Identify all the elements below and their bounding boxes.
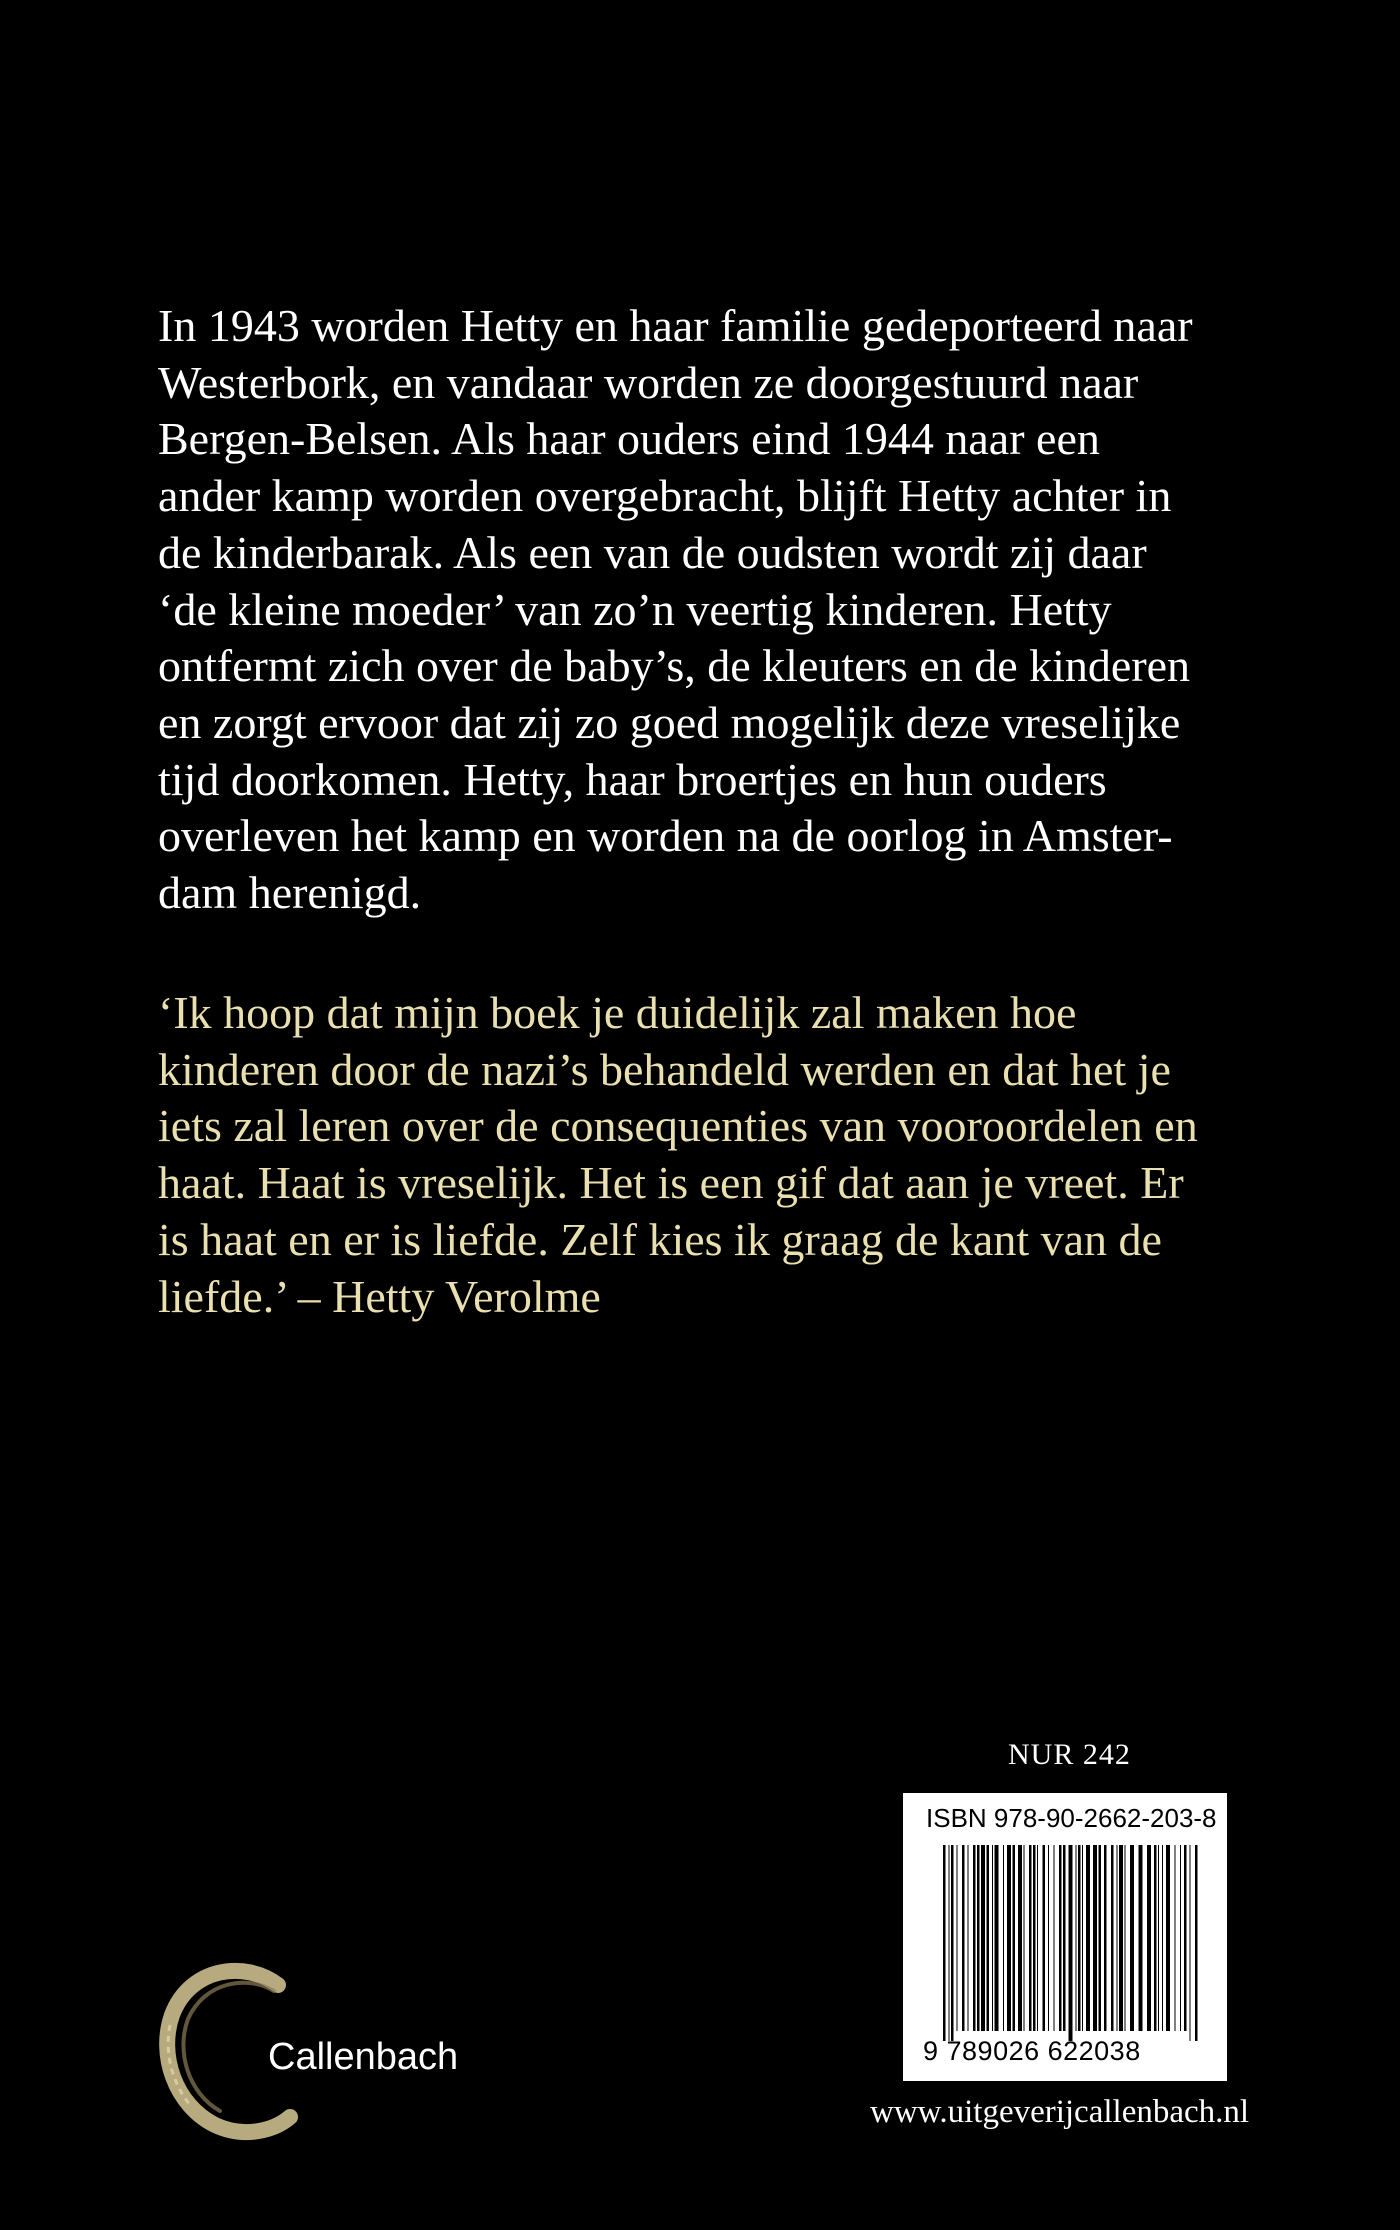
barcode-bar xyxy=(1082,1845,1083,2031)
barcode-bar xyxy=(1078,1845,1081,2031)
publisher-name: Callenbach xyxy=(268,2036,459,2078)
barcode-bar xyxy=(973,1845,976,2031)
barcode-bar xyxy=(1063,1845,1066,2031)
barcode-bar xyxy=(1158,1845,1159,2031)
barcode-bar xyxy=(995,1845,999,2031)
barcode-bar xyxy=(1184,1845,1187,2031)
barcode-bar xyxy=(1166,1845,1170,2031)
blurb-text: In 1943 worden Hetty en haar familie gedeporteerd naar Westerbork, en vandaar worden ze doorgestuurd naar Bergen-Belsen. Als haar ouders eind 1944 naar een ander kamp worden overgebracht, blijft Hetty achter in de kinderbarak. Als een van de oudsten wordt zij daar ‘de kleine moeder’ van zo’n veertig kinderen. Hetty ontfermt zich over de baby’s, de kleuters en de kinderen en zorgt ervoor dat zij zo goed mogelijk deze vreselijke tijd doorkomen. Hetty, haar broertjes en hun ouders overleven het kamp en worden na de oorlog in Amster- dam herenigd. xyxy=(158,300,1193,919)
barcode-bar xyxy=(1013,1845,1016,2031)
publisher-website: www.uitgeverijcallenbach.nl xyxy=(870,2094,1250,2130)
barcode-bar xyxy=(1190,1845,1191,2041)
barcode-bar xyxy=(1086,1845,1090,2031)
barcode-bar xyxy=(1147,1845,1151,2031)
barcode-bar xyxy=(1033,1845,1036,2031)
barcode-bar xyxy=(1117,1845,1118,2031)
barcode-bar xyxy=(1069,1845,1073,2041)
barcode-bar xyxy=(1048,1845,1049,2031)
barcode-bar xyxy=(1024,1845,1025,2031)
barcode-bar xyxy=(981,1845,985,2031)
barcode-bar xyxy=(1054,1845,1055,2031)
barcode-bar xyxy=(951,1845,954,2041)
barcode-bar xyxy=(968,1845,969,2031)
barcode-bar xyxy=(1059,1845,1062,2031)
barcode-bar xyxy=(1003,1845,1004,2031)
author-quote: ‘Ik hoop dat mijn boek je duidelijk zal maken hoe kinderen door de nazi’s behandeld werden en dat het je iets zal leren over de consequenties van vooroordelen en haat. Haat is vreselijk. Het is een gif dat aan je vreet. Er is haat en er is liefde. Zelf kies ik graag de kant van de liefde.’ – Hetty Verolme xyxy=(158,987,1198,1322)
barcode-bar xyxy=(1037,1845,1038,2031)
nur-code: NUR 242 xyxy=(1008,1738,1131,1771)
isbn-barcode xyxy=(903,1793,1227,2081)
barcode-bar xyxy=(1130,1845,1134,2031)
barcode-bar xyxy=(1018,1845,1022,2031)
barcode-bar xyxy=(1125,1845,1126,2031)
barcode-bar xyxy=(957,1845,958,2031)
barcode-bar xyxy=(1029,1845,1032,2031)
barcode-bar xyxy=(1175,1845,1176,2031)
barcode-bar xyxy=(1162,1845,1163,2031)
barcode-bar xyxy=(992,1845,993,2031)
barcode-bar xyxy=(987,1845,990,2031)
barcode-bar xyxy=(962,1845,965,2031)
barcode-bar xyxy=(1154,1845,1157,2031)
barcode-digits: 9 789026 622038 xyxy=(923,2036,1141,2066)
barcode-bar xyxy=(1076,1845,1077,2031)
barcode-bar xyxy=(1139,1845,1143,2031)
barcode-bar xyxy=(977,1845,980,2031)
barcode-bar xyxy=(1111,1845,1114,2031)
barcode-bar xyxy=(1099,1845,1102,2031)
barcode-bar xyxy=(1043,1845,1046,2031)
barcode-bar xyxy=(949,1845,950,2041)
barcode-bar xyxy=(1104,1845,1107,2031)
barcode-bar xyxy=(1119,1845,1123,2031)
barcode-bar xyxy=(943,1845,946,2041)
isbn-label: ISBN 978-90-2662-203-8 xyxy=(926,1803,1217,1833)
barcode-bar xyxy=(1180,1845,1181,2031)
barcode-bar xyxy=(1007,1845,1011,2031)
barcode-bar xyxy=(1195,1845,1198,2041)
barcode-bar xyxy=(1093,1845,1097,2031)
